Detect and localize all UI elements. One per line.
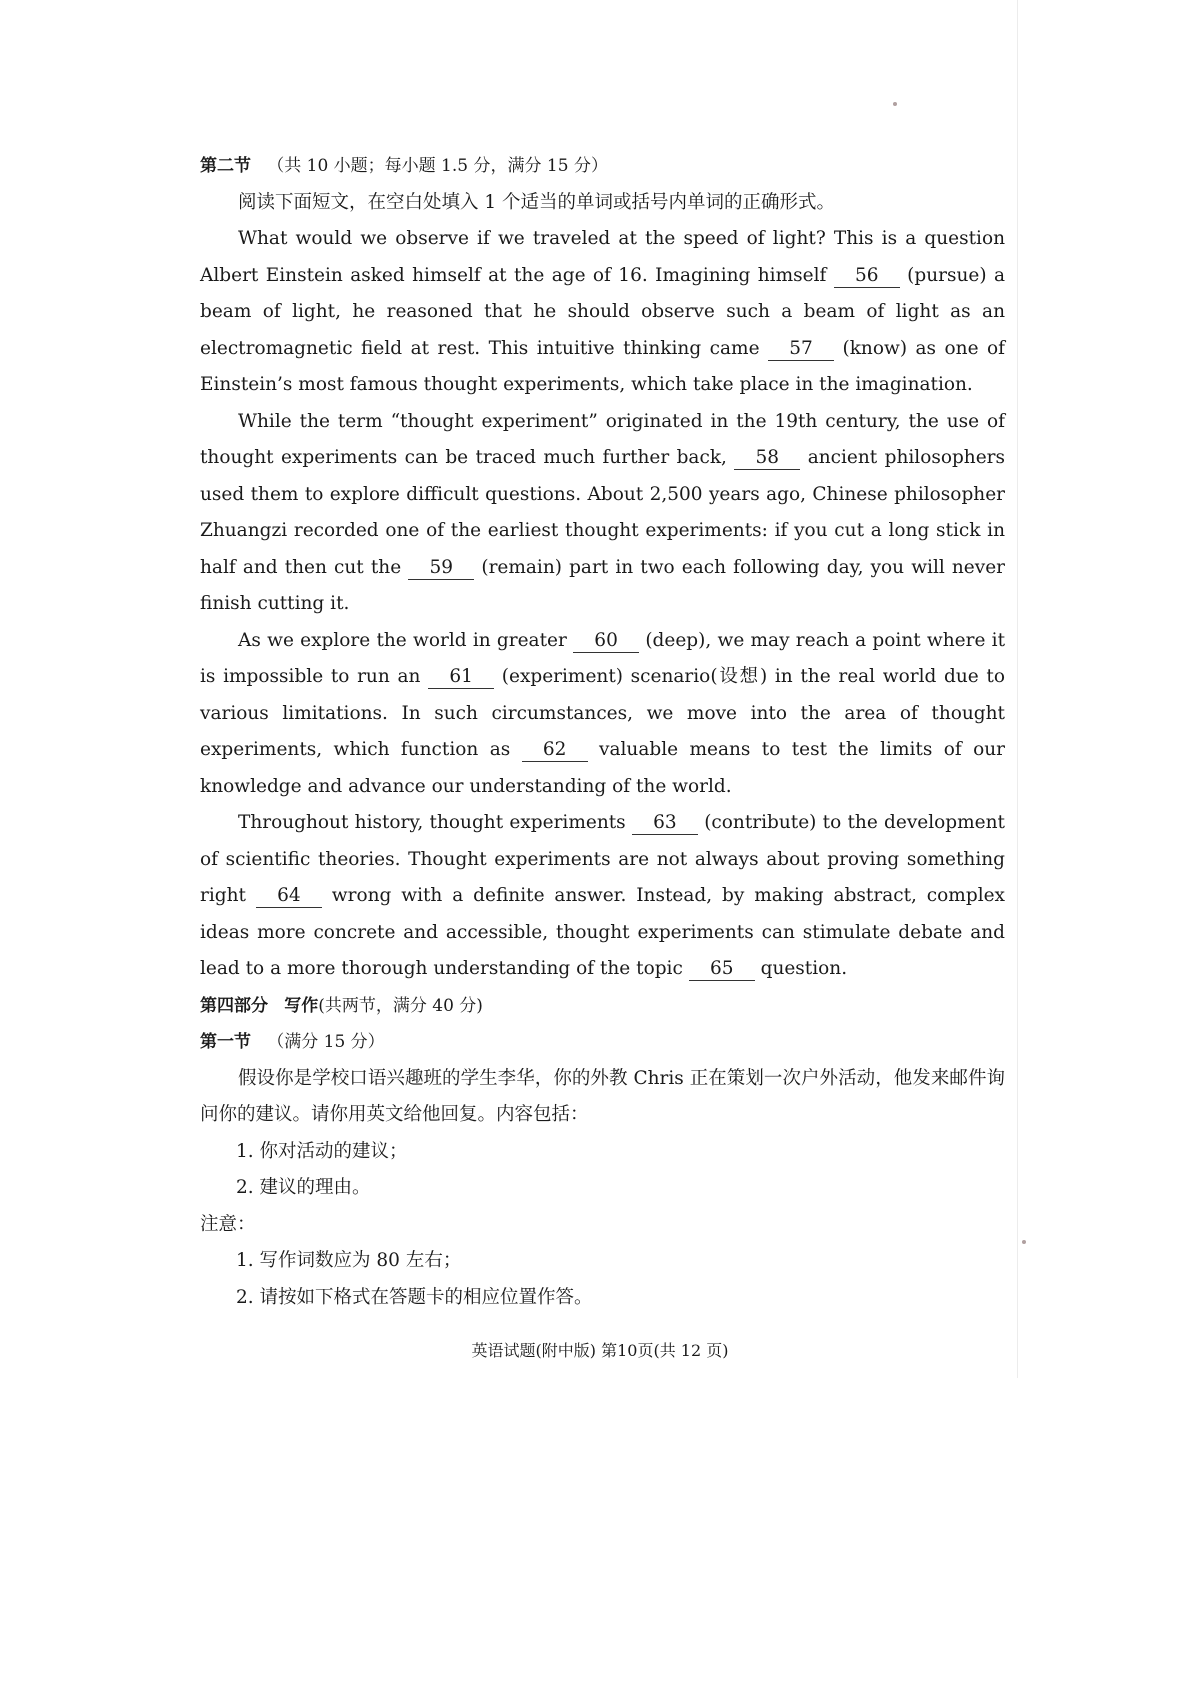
section1-title: 第一节	[200, 1032, 251, 1052]
passage-paragraph-1	[200, 221, 1005, 404]
note-item: 2. 请按如下格式在答题卡的相应位置作答。	[236, 1286, 593, 1308]
section1-info: （满分 15 分）	[267, 1032, 385, 1052]
blank-58: 58	[734, 447, 800, 470]
passage-text: What would we observe if we traveled at the speed of light? This is a question Albert Einstein asked himself at the age of 16. Imagining himself	[200, 228, 1005, 286]
passage-text: (deep), we may reach a point where it is impossible to run an	[200, 629, 1006, 687]
blank-56: 56	[834, 265, 900, 288]
prompt-item: 1. 你对活动的建议；	[236, 1140, 408, 1162]
passage-text: (pursue) a beam of light, he reasoned that he should observe such a beam of light as an electromagnetic field at rest. This intuitive thinking came	[200, 264, 1005, 359]
blank-57: 57	[768, 338, 834, 361]
blank-64: 64	[256, 885, 322, 908]
section2-instruction: 阅读下面短文，在空白处填入 1 个适当的单词或括号内单词的正确形式。	[238, 191, 836, 213]
passage-text: Throughout history, thought experiments	[238, 812, 632, 833]
section2-heading	[200, 148, 1005, 185]
passage-text: (experiment) scenario(设想) in the real world due to various limitations. In such circumstances, we move into the area of thought experiments, which function as	[200, 666, 1005, 760]
passage-paragraph-2	[200, 404, 1005, 623]
exam-content	[200, 148, 1005, 1316]
passage-text: (know) as one of Einstein’s most famous thought experiments, which take place in the imagination.	[200, 337, 1005, 395]
blank-61: 61	[428, 666, 494, 689]
passage-text: As we explore the world in greater	[238, 629, 574, 651]
scan-edge	[1017, 0, 1018, 1378]
part4-info: (共两节，满分 40 分)	[318, 995, 483, 1016]
passage-text: (contribute) to the development of scientific theories. Thought experiments are not always about proving something right	[200, 812, 1005, 906]
passage-text: valuable means to test the limits of our knowledge and advance our understanding of the world.	[200, 739, 1006, 797]
blank-62: 62	[522, 739, 588, 762]
scan-speck	[1022, 1240, 1026, 1244]
passage-text: ancient philosophers used them to explore difficult questions. About 2,500 years ago, Chinese philosopher Zhuangzi recorded one of the earliest thought experiments: if you cut a long stick in half and then cut the	[200, 447, 1006, 578]
section1-heading	[200, 1024, 1005, 1061]
passage-paragraph-4	[200, 805, 1005, 988]
part4-heading	[200, 988, 1005, 1025]
scan-speck	[893, 102, 897, 106]
passage-text: question.	[754, 958, 848, 979]
prompt-item: 2. 建议的理由。	[236, 1177, 371, 1198]
passage-text: While the term “thought experiment” originated in the 19th century, the use of thought experiments can be traced much further back,	[200, 410, 1005, 468]
passage-text: wrong with a definite answer. Instead, by making abstract, complex ideas more concrete and accessible, thought experiments can stimulate debate and lead to a more thorough understanding of the topic	[200, 885, 1005, 979]
part4-subtitle: 写作	[284, 995, 319, 1016]
part4-title: 第四部分	[200, 995, 268, 1016]
passage-paragraph-3	[200, 623, 1005, 806]
section2-info: （共 10 小题；每小题 1.5 分，满分 15 分）	[267, 156, 608, 176]
note-label: 注意：	[200, 1213, 256, 1235]
section2-title: 第二节	[200, 156, 251, 176]
passage-text: (remain) part in two each following day, you will never finish cutting it.	[200, 556, 1005, 614]
writing-prompt: 假设你是学校口语兴趣班的学生李华，你的外教 Chris 正在策划一次户外活动，他发来邮件询问你的建议。请你用英文给他回复。内容包括：	[200, 1067, 1005, 1125]
note-item: 1. 写作词数应为 80 左右；	[236, 1250, 462, 1271]
blank-63: 63	[632, 812, 698, 835]
blank-65: 65	[689, 958, 755, 981]
blank-59: 59	[408, 557, 474, 580]
blank-60: 60	[573, 630, 639, 653]
page-footer: 英语试题(附中版) 第10页(共 12 页)	[471, 1341, 729, 1360]
